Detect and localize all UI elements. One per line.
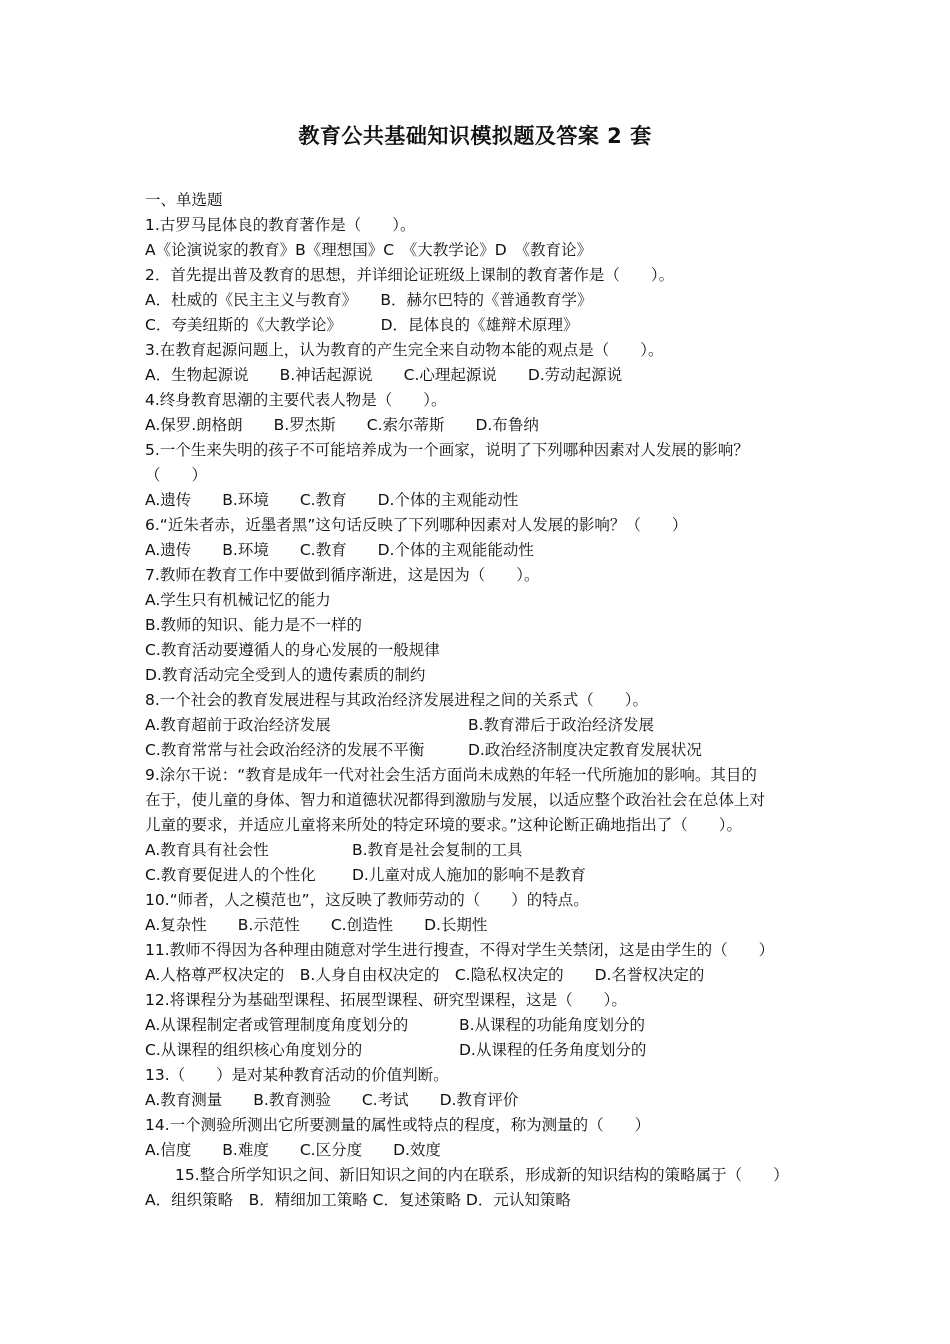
question-text: 13.（ ）是对某种教育活动的价值判断。 <box>145 1066 449 1084</box>
option-line: C.教育活动要遵循人的身心发展的一般规律 <box>145 641 440 659</box>
question-text: （ ） <box>145 466 208 484</box>
question-text: 儿童的要求，并适应儿童将来所处的特定环境的要求。”这种论断正确地指出了（ ）。 <box>145 816 743 834</box>
option-line: A.教育超前于政治经济发展 <box>145 716 331 734</box>
option-line: A.信度 B.难度 C.区分度 D.效度 <box>145 1141 441 1159</box>
option-line: A.教育具有社会性 <box>145 841 269 859</box>
option-line: A.学生只有机械记忆的能力 <box>145 591 331 609</box>
question-text: 2．首先提出普及教育的思想，并详细论证班级上课制的教育著作是（ ）。 <box>145 266 675 284</box>
question-text: 3.在教育起源问题上，认为教育的产生完全来自动物本能的观点是（ ）。 <box>145 341 664 359</box>
option-line: A．组织策略 B．精细加工策略 C．复述策略 D．元认知策略 <box>145 1191 571 1209</box>
option-line: D.从课程的任务角度划分的 <box>459 1041 647 1059</box>
question-text: 1.古罗马昆体良的教育著作是（ ）。 <box>145 216 416 234</box>
option-line: C．夸美纽斯的《大教学论》 D．昆体良的《雄辩术原理》 <box>145 316 579 334</box>
option-line: B.教师的知识、能力是不一样的 <box>145 616 363 634</box>
option-line: C.教育要促进人的个性化 <box>145 866 316 884</box>
question-text: 4.终身教育思潮的主要代表人物是（ ）。 <box>145 391 447 409</box>
question-text: 6.“近朱者赤，近墨者黑”这句话反映了下列哪种因素对人发展的影响？（ ） <box>145 516 688 534</box>
option-line: A.从课程制定者或管理制度角度划分的 <box>145 1016 409 1034</box>
option-line: C.从课程的组织核心角度划分的 <box>145 1041 363 1059</box>
question-text: 14.一个测验所测出它所要测量的属性或特点的程度，称为测量的（ ） <box>145 1116 651 1134</box>
option-line: D.儿童对成人施加的影响不是教育 <box>352 866 586 884</box>
option-line: A.保罗.朗格朗 B.罗杰斯 C.索尔蒂斯 D.布鲁纳 <box>145 416 539 434</box>
question-text: 12.将课程分为基础型课程、拓展型课程、研究型课程，这是（ ）。 <box>145 991 627 1009</box>
option-line: A.人格尊严权决定的 B.人身自由权决定的 C.隐私权决定的 D.名誉权决定的 <box>145 966 705 984</box>
question-text: 8.一个社会的教育发展进程与其政治经济发展进程之间的关系式（ ）。 <box>145 691 649 709</box>
option-line: C.教育常常与社会政治经济的发展不平衡 <box>145 741 425 759</box>
option-line: B.从课程的功能角度划分的 <box>459 1016 646 1034</box>
section-heading: 一、单选题 <box>145 191 223 209</box>
question-text: 9.涂尔干说：“教育是成年一代对社会生活方面尚未成熟的年轻一代所施加的影响。其目的 <box>145 766 757 784</box>
question-text: 在于，使儿童的身体、智力和道德状况都得到激励与发展，以适应整个政治社会在总体上对 <box>145 791 766 809</box>
option-line: B.教育是社会复制的工具 <box>352 841 523 859</box>
option-line: A．杜威的《民主主义与教育》 B．赫尔巴特的《普通教育学》 <box>145 291 593 309</box>
option-line: D.政治经济制度决定教育发展状况 <box>468 741 702 759</box>
question-text: 5.一个生来失明的孩子不可能培养成为一个画家，说明了下列哪种因素对人发展的影响？ <box>145 441 749 459</box>
option-line: D.教育活动完全受到人的遗传素质的制约 <box>145 666 426 684</box>
option-line: A.复杂性 B.示范性 C.创造性 D.长期性 <box>145 916 488 934</box>
option-line: A.教育测量 B.教育测验 C.考试 D.教育评价 <box>145 1091 519 1109</box>
page-title: 教育公共基础知识模拟题及答案 2 套 <box>298 124 652 148</box>
option-line: A．生物起源说 B.神话起源说 C.心理起源说 D.劳动起源说 <box>145 366 623 384</box>
question-text: 7.教师在教育工作中要做到循序渐进，这是因为（ ）。 <box>145 566 540 584</box>
question-text: 10.“师者，人之模范也”，这反映了教师劳动的（ ）的特点。 <box>145 891 589 909</box>
option-line: A.遗传 B.环境 C.教育 D.个体的主观能动性 <box>145 491 519 509</box>
option-line: A《论演说家的教育》B《理想国》C 《大教学论》D 《教育论》 <box>145 241 592 259</box>
option-line: B.教育滞后于政治经济发展 <box>468 716 655 734</box>
question-text: 15.整合所学知识之间、新旧知识之间的内在联系，形成新的知识结构的策略属于（ ） <box>175 1166 789 1184</box>
option-line: A.遗传 B.环境 C.教育 D.个体的主观能能动性 <box>145 541 534 559</box>
question-text: 11.教师不得因为各种理由随意对学生进行搜查，不得对学生关禁闭，这是由学生的（ ） <box>145 941 775 959</box>
